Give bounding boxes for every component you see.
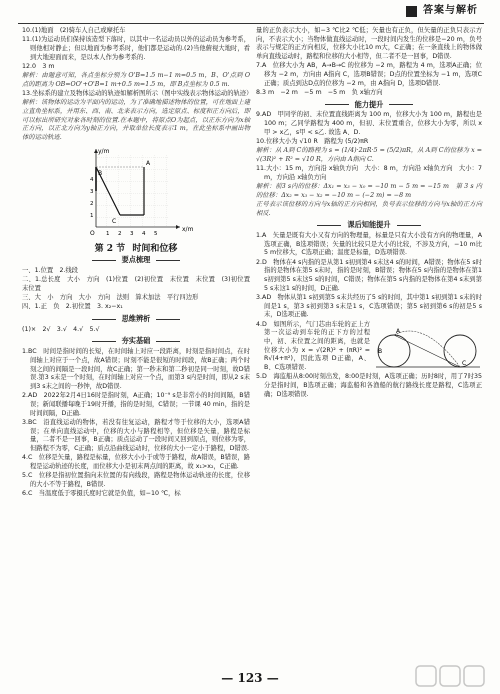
basic-6: 6.C 当温度低于零摄氏度时它就是负值，如−10 ℃，标 bbox=[22, 489, 181, 497]
answer-13: 13.坐标系的建立及物体运动的轨迹如解析图所示（图中实线表示物体运动的轨迹） bbox=[22, 89, 253, 97]
answer-12: 12.0 3 m bbox=[22, 62, 55, 70]
answer-10: 10.(1)地面 (2)骑车人自己或摩托车 bbox=[22, 27, 126, 34]
graph-point-a: A bbox=[146, 159, 151, 167]
ability-10: 10.位移大小为 √10 R 路程为 (5/2)πR bbox=[256, 137, 369, 145]
fig-label-a: A bbox=[396, 327, 401, 335]
header-title: 答案与解析 bbox=[423, 5, 478, 17]
heading-basics: 夯实基础 bbox=[22, 337, 250, 346]
ability-9: 9.AD 甲同学的初、末位置直线距离为 100 m，位移大小为 100 m，路程也是 100 m；乙同学路程为 400 m，但初、末位置重合，位移大小为零，所以 x甲 > x乙，s甲 < s乙. 故选 A、D. bbox=[256, 111, 482, 136]
graph-xtick: 1 bbox=[106, 230, 110, 237]
graph-ylabel: y/m bbox=[98, 147, 110, 155]
basic-3: 3.BC 沿直线运动的物体，若没有往复运动，路程才等于位移的大小，选项A错误；在单向直线运动中，位移的大小与路程相等，但位移是矢量，路程是标量，二者不是一回事，B正确；质点运动了一段时间又回到原点，则位移为零，但路程不为零，C正确；质点沿曲线运动时，位移的大小一定小于路程，D错误. bbox=[22, 418, 250, 452]
heading-ability: 能力提升 bbox=[256, 101, 482, 110]
answer-11: 11.(1)为运动员们保持该造型下落时，以其中一名运动员以外的运动员为参考系，则他相对静止；但以地面为参考系时，他们都是运动的.(2)当他俯视大地时，看到大地迎面而来，是以本人作为参考系的. bbox=[22, 36, 250, 61]
fig-label-b: B bbox=[378, 347, 383, 355]
page-header bbox=[406, 6, 478, 17]
fig-label-c: C bbox=[462, 359, 467, 367]
section-number: 第 2 节 bbox=[94, 243, 126, 254]
header-mark-icon bbox=[406, 6, 417, 17]
page-number: — 123 — bbox=[221, 671, 279, 685]
heading-after-class: 课后知能提升 bbox=[256, 221, 482, 230]
basic-6-cont: 量的正负表示大小，如−3 ℃比2 ℃低；矢量也有正负，但矢量的正负只表示方向，不表示大小；当物体做直线运动时，一段时间内发生的位移是−20 m，负号表示与规定的正方向相反，位移大小比10 m大，C正确；在一条直线上的物体做单向直线运动时，路程和位移的大小相等，但二者不是一回事，D错误. bbox=[256, 27, 482, 61]
graph-xlabel: x/m bbox=[182, 225, 194, 233]
right-column bbox=[256, 27, 482, 400]
header-rule bbox=[18, 23, 484, 24]
graph-xtick: 4 bbox=[142, 230, 146, 237]
basic-1: 1.BC 时间是指时间的长短，在时间轴上对应一段距离，时刻是指时间点，在时间轴上对应于一个点，故A错误；时刻不能是很短的时间段，故B正确；两个时刻之间的间隔是一段时间，故C正确；第一秒末和第二秒初是同一时刻，故D错误.第3 s末是一个时刻，在时间轴上对应一个点，而第3 s内是时间，即从2 s末到3 s末之间的一秒钟，故D错误. bbox=[22, 348, 250, 390]
basic-5: 5.C 位移是指初位置指向末位置的有向线段，路程是物体运动轨迹的长度，位移的大小不等于路程，B错误. bbox=[22, 472, 250, 488]
key-point-2: 二、1.总长度 大小 方向 (1)位置 (2)初位置 末位置 末位置 (3)初位置 末位置 bbox=[22, 276, 257, 292]
graph-xtick: 2 bbox=[118, 230, 122, 237]
thinking-answers: (1)× 2√ 3.√ 4.√ 5.√ bbox=[22, 325, 100, 333]
wheel-svg bbox=[374, 323, 482, 373]
key-point-1: 一、1.位置 2.线段 bbox=[22, 267, 79, 275]
after-4: 4.D 如图所示，气门芯由车轮的正上方第一次运动到车轮的正下方的过程中，初、末位置之间的距离，也就是位移大小为 x = √(2R)² + (πR)² = R√(4+π²)，因此选项 D正确，A、B、C选项错误. bbox=[256, 320, 370, 372]
after-3: 3.AD 物体从第1 s初到第5 s末共经历了5 s的时间，其中第1 s初到第1 s末的时间是1 s，第3 s初到第3 s末是1 s，C选项错误；第5 s初到第6 s的初是5 s末，D选项正确. bbox=[256, 293, 482, 319]
watermark-logo-icon bbox=[414, 664, 488, 690]
graph-ytick: 2 bbox=[90, 200, 94, 207]
heading-thinking: 思维辨析 bbox=[22, 315, 250, 324]
trajectory-svg bbox=[82, 145, 202, 241]
section-title bbox=[22, 245, 250, 254]
basic-2: 2.AD 2022年2月4日16时是指时刻，A正确；10⁻⁹ s是非常小的时间间隔，B错误；新闻联播每晚于19时开播，指的是时刻，C错误；一节课 40 min，指的是时间间隔，D正确. bbox=[22, 392, 250, 417]
ability-11: 11.大小：15 m，方向沿 x轴负方向 大小：8 m，方向沿 x轴负方向 大小：7 m，方向沿 x轴负方向 bbox=[256, 165, 482, 181]
graph-ytick: 3 bbox=[90, 188, 94, 195]
analysis-11-note: 正号表示该位移的方向与x轴的正方向相同，负号表示位移的方向与x轴的正方向相反. bbox=[256, 200, 482, 217]
section-name: 时间和位移 bbox=[132, 243, 178, 254]
graph-origin: O bbox=[90, 229, 95, 237]
after-1: 1.A 矢量是既有大小又有方向的物理量，标量是只有大小没有方向的物理量，A选项正确，B选项错误；矢量的比较只是大小的比较，不涉及方向，−10 m比 5 m位移大，C选项正确；温度是标量，D选项错误. bbox=[256, 231, 482, 257]
trajectory-graph bbox=[82, 145, 202, 241]
wheel-figure bbox=[374, 323, 482, 373]
heading-key-points: 要点梳理 bbox=[22, 256, 250, 265]
after-5: 5.D 海监船从8:00时刻出发，8:00是时刻，A选项正确；历时8时，用了7时35分是指时间，B选项正确；海监船和各渔船的航行路线长度是路程，C选项正确；D选项错误. bbox=[256, 373, 482, 398]
key-point-4: 四、1.正 负 2.初位置 3. x₂−x₁ bbox=[22, 303, 123, 311]
analysis-13: 解析：该物体的运动为平面内的运动，为了准确地描述物体的位置，可在地面上建立直角坐标系，并用东、西、南、北来表示方向，选定原点、标度和正方向后，即可以标出所研究对象各时刻的位置.在本题中，将原点O为起点，以正东方向为x轴正方向，以正北方向为y轴正方向，并取单位长度表示1 m，在此坐标系中画出物体的运动轨迹. bbox=[22, 99, 250, 141]
graph-point-b: B bbox=[98, 169, 103, 177]
basic-4: 4.C 位移是矢量，路程是标量，位移大小小于或等于路程，故A错误，B错误，路程是运动轨迹的长度，而位移大小是初末两点间的距离，故 x₁>x₂，C正确. bbox=[22, 454, 250, 470]
graph-ytick: 1 bbox=[90, 212, 94, 219]
after-2: 2.D 物体在4 s内指的是从第1 s初到第4 s末这4 s的时间，A错误；物体在5 s时指的是物体在第5 s末时，指的是时刻，B错误；物体在5 s内指的是物体在第1 s初到第5 s末这5 s的时间，C错误；物体在第5 s内指的是物体在第4 s末到第5 s末这1 s的时间，D正确. bbox=[256, 258, 482, 292]
key-point-3: 三、大 小 方向 大小 方向 法则 算术加法 平行四边形 bbox=[22, 294, 199, 302]
analysis-12: 解析：由题意可知，各点坐标分别为 O'B=1.5 m−1 m=0.5 m，B、O'点到 O点的距离为 OB=OO'+O'B=1 m+0.5 m=1.5 m，即 B点坐标为 0.5 m. bbox=[22, 72, 250, 88]
basic-8: 8.3 m −2 m −5 m −5 m 负 x轴方向 bbox=[256, 88, 383, 96]
graph-point-c: C bbox=[112, 217, 117, 225]
graph-xtick: 3 bbox=[130, 230, 134, 237]
analysis-11: 解析：前3 s内的位移：Δx₁ = x₃ − x₀ = −10 m − 5 m = −15 m 第 3 s 内的位移：Δx₂ = x₃ − x₂ = −10 m − (−2 m) = −8 m bbox=[256, 182, 482, 199]
left-column bbox=[22, 27, 257, 499]
graph-ytick: 4 bbox=[90, 176, 94, 183]
analysis-10: 解析：从 A到 C的路程为 s = (1/4)·2πR·5 = (5/2)πR，从 A到 C的位移为 x = √(3R)² + R² = √10 R，方向由 A指向 C. bbox=[256, 147, 482, 163]
graph-xtick: 5 bbox=[154, 230, 158, 237]
basic-7: 7.A 位移大小为 AB，A→B→C 的位移为 −2 m，路程为 4 m，选项A正确；位移为 −2 m，方向由 A指向 C，选项B错误；D点的位置坐标为 −1 m，选项C正确；质点到达D点的位移为 −2 m，由 A指向 D，选项D错误. bbox=[256, 62, 482, 87]
